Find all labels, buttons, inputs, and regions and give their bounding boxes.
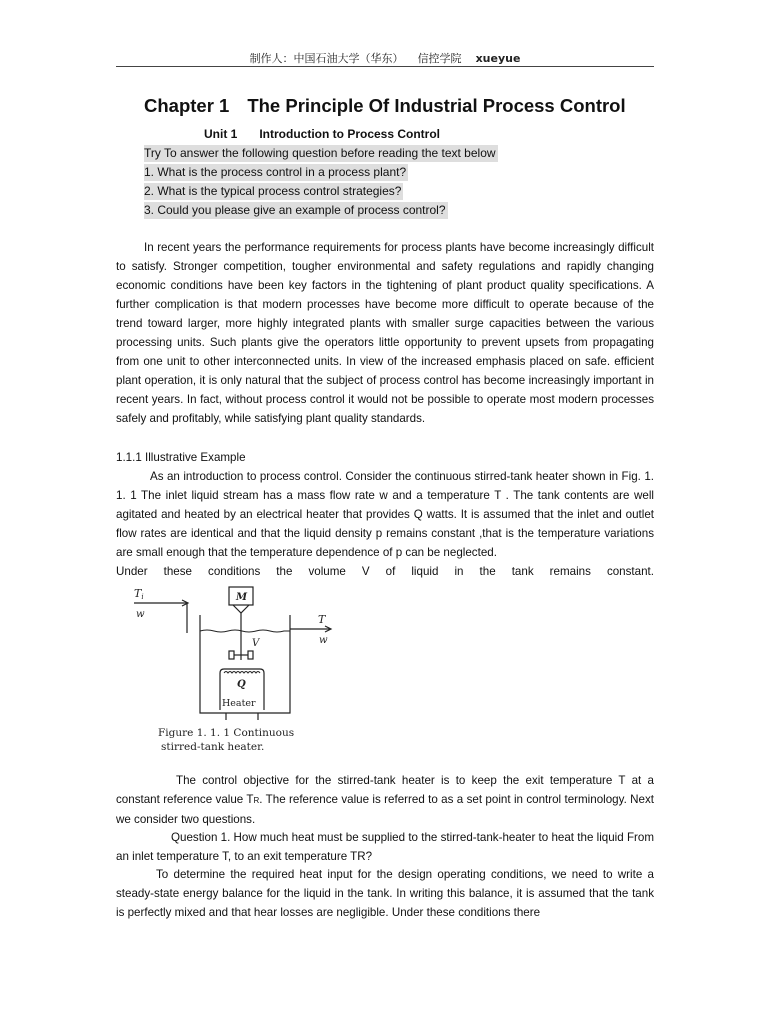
header-name: xueyue <box>475 52 521 65</box>
unit-heading <box>204 127 440 141</box>
label-motor: M <box>236 592 248 603</box>
header-author: 制作人：中国石油大学（华东） <box>249 52 404 65</box>
label-inlet-temp-text: T <box>134 587 142 600</box>
questions-intro: Try To answer the following question before reading the text below <box>144 146 496 160</box>
question-3: 3. Could you please give an example of process control? <box>144 203 446 217</box>
paragraph-text <box>116 771 654 829</box>
label-inlet-flow: w <box>136 609 145 620</box>
paragraph-question-1 <box>116 828 654 866</box>
figure-caption <box>158 726 328 754</box>
paragraph-text-a: The control objective for the stirred-tank heater is to keep the exit temperature T at a constant reference value T <box>116 774 654 806</box>
paragraph-control-objective <box>116 771 654 829</box>
unit-number: Unit 1 <box>204 127 238 141</box>
paragraph-text-sub: R <box>253 796 260 805</box>
figure-caption-line2: stirred-tank heater. <box>161 741 265 753</box>
label-outlet-temp: T <box>318 613 326 626</box>
running-header <box>116 50 654 66</box>
header-rule <box>116 66 654 67</box>
figure-caption-line1: Figure 1. 1. 1 Continuous <box>158 727 295 739</box>
unit-title: Introduction to Process Control <box>259 127 441 141</box>
paragraph-example <box>116 467 654 581</box>
paragraph-energy-balance <box>116 865 654 922</box>
chapter-number: Chapter 1 <box>144 95 230 116</box>
paragraph-text: To determine the required heat input for the design operating conditions, we need to write a steady-state energy balance for the liquid in the tank. In writing this balance, it is assumed that the tank is perfectly mixed and that hear losses are negligible. Under these conditions there <box>116 868 654 919</box>
chapter-title <box>144 95 626 117</box>
paragraph-text-last: Under these conditions the volume V of liquid in the tank remains constant. <box>116 565 654 578</box>
chapter-name: The Principle Of Industrial Process Control <box>247 95 626 116</box>
section-heading-text: 1.1.1 Illustrative Example <box>116 451 246 464</box>
paragraph-text: In recent years the performance requirements for process plants have become increasingly difficult to satisfy. Stronger competition, tougher environmental and safety regulations and rapidly changing economic conditions have been key factors in the tightening of plant product quality specifications. A further complication is that modern processes have become more difficult to operate because of the trend toward larger, more highly integrated plants with smaller surge capacities between the various processing units. Such plants give the operators little opportunity to prevent upsets from propagating from one unit to other interconnected units. In view of the increased emphasis placed on safe. efficient plant operation, it is only natural that the subject of process control has become increasingly important in recent years. In fact, without process control it would not be possible to operate most modern processes safely and profitably, while satisfying plant quality standards. <box>116 241 654 425</box>
question-2: 2. What is the typical process control strategies? <box>144 184 402 198</box>
label-inlet-temp-sub: i <box>141 593 144 601</box>
paragraph-intro <box>116 238 654 428</box>
label-heater: Heater <box>222 698 256 709</box>
paragraph-text: Question 1. How much heat must be supplied to the stirred-tank-heater to heat the liquid From an inlet temperature T, to an exit temperature TR? <box>116 831 654 863</box>
paragraph-text-b: . The reference value is referred to as a set point in control terminology. Next we consider two questions. <box>116 793 654 826</box>
label-outlet-flow: w <box>319 635 328 646</box>
label-heat: Q <box>237 679 246 690</box>
label-volume: V <box>252 638 260 649</box>
question-1: 1. What is the process control in a process plant? <box>144 165 407 179</box>
paragraph-text: As an introduction to process control. Consider the continuous stirred-tank heater shown in Fig. 1. 1. 1 The inlet liquid stream has a mass flow rate w and a temperature T . The tank contents are well agitated and heated by an electrical heater that provides Q watts. It is assumed that the inlet and outlet flow rates are identical and that the liquid density p remains constant ,that is the temperature variations are small enough that the temperature dependence of p can be neglected. <box>116 470 654 559</box>
header-college: 信控学院 <box>417 52 462 65</box>
label-inlet-temp <box>134 587 144 601</box>
section-heading <box>116 448 654 467</box>
